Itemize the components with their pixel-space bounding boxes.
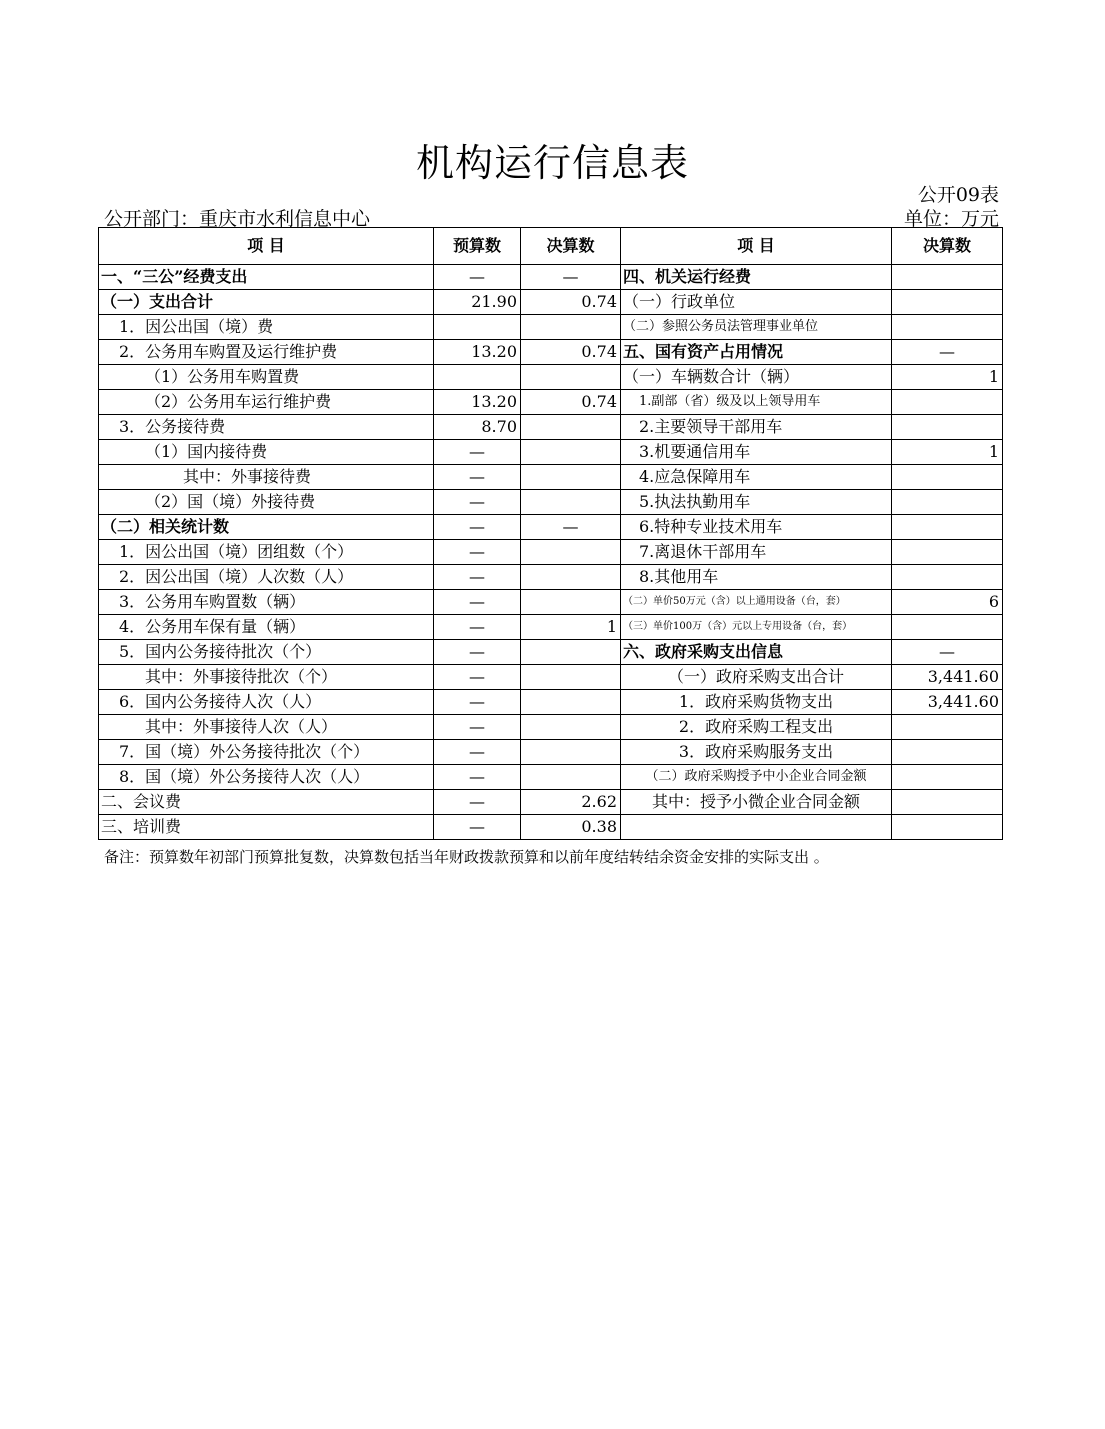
right-label: 1.副部（省）级及以上领导用车 — [621, 390, 892, 415]
right-value — [892, 615, 1003, 640]
row-label: 1．因公出国（境）团组数（个） — [99, 540, 434, 565]
final-cell: 1 — [521, 615, 621, 640]
right-value — [892, 815, 1003, 840]
col-header-budget: 预算数 — [434, 228, 521, 265]
right-label: 8.其他用车 — [621, 565, 892, 590]
row-label: （1）国内接待费 — [99, 440, 434, 465]
row-label: 8．国（境）外公务接待人次（人） — [99, 765, 434, 790]
right-label: （二）参照公务员法管理事业单位 — [621, 315, 892, 340]
right-value — [892, 490, 1003, 515]
table-row — [99, 590, 1003, 615]
right-label: 其中：授予小微企业合同金额 — [621, 790, 892, 815]
right-value — [892, 765, 1003, 790]
row-label: 三、培训费 — [99, 815, 434, 840]
final-cell — [521, 315, 621, 340]
budget-cell: 21.90 — [434, 290, 521, 315]
right-label: 四、机关运行经费 — [621, 265, 892, 290]
right-label: 5.执法执勤用车 — [621, 490, 892, 515]
right-label: 五、国有资产占用情况 — [621, 340, 892, 365]
right-label: （一）政府采购支出合计 — [621, 665, 892, 690]
col-header-item-left: 项 目 — [99, 228, 434, 265]
final-cell — [521, 590, 621, 615]
info-table — [98, 227, 1003, 840]
budget-cell: — — [434, 490, 521, 515]
table-row — [99, 815, 1003, 840]
right-label: （二）政府采购授予中小企业合同金额 — [621, 765, 892, 790]
right-label: 3.机要通信用车 — [621, 440, 892, 465]
budget-cell: — — [434, 690, 521, 715]
budget-cell: — — [434, 790, 521, 815]
right-value — [892, 415, 1003, 440]
final-cell: 0.74 — [521, 290, 621, 315]
final-cell: — — [521, 265, 621, 290]
final-cell — [521, 765, 621, 790]
row-label: 7．国（境）外公务接待批次（个） — [99, 740, 434, 765]
budget-cell: — — [434, 465, 521, 490]
right-label: 2．政府采购工程支出 — [621, 715, 892, 740]
budget-cell — [434, 365, 521, 390]
row-label: 2．公务用车购置及运行维护费 — [99, 340, 434, 365]
budget-cell: — — [434, 815, 521, 840]
table-row — [99, 540, 1003, 565]
table-row — [99, 615, 1003, 640]
right-label: 7.离退休干部用车 — [621, 540, 892, 565]
right-label: 六、政府采购支出信息 — [621, 640, 892, 665]
final-cell — [521, 690, 621, 715]
row-label: 其中：外事接待批次（个） — [99, 665, 434, 690]
budget-cell: — — [434, 590, 521, 615]
table-row — [99, 315, 1003, 340]
col-header-final-left: 决算数 — [521, 228, 621, 265]
right-value — [892, 540, 1003, 565]
right-value — [892, 290, 1003, 315]
table-row — [99, 465, 1003, 490]
right-label: （一）行政单位 — [621, 290, 892, 315]
row-label: 3．公务用车购置数（辆） — [99, 590, 434, 615]
right-value: 3,441.60 — [892, 690, 1003, 715]
row-label: 5．国内公务接待批次（个） — [99, 640, 434, 665]
final-cell — [521, 490, 621, 515]
budget-cell — [434, 315, 521, 340]
table-row — [99, 365, 1003, 390]
budget-cell: 13.20 — [434, 390, 521, 415]
right-label: （一）车辆数合计（辆） — [621, 365, 892, 390]
row-label: （1）公务用车购置费 — [99, 365, 434, 390]
table-row — [99, 340, 1003, 365]
table-row — [99, 265, 1003, 290]
table-row — [99, 565, 1003, 590]
budget-cell: — — [434, 640, 521, 665]
final-cell — [521, 365, 621, 390]
budget-cell: 13.20 — [434, 340, 521, 365]
right-label: 2.主要领导干部用车 — [621, 415, 892, 440]
row-label: 二、会议费 — [99, 790, 434, 815]
table-row — [99, 515, 1003, 540]
right-value — [892, 515, 1003, 540]
final-cell: 2.62 — [521, 790, 621, 815]
table-header-row — [99, 228, 1003, 265]
row-label: 1．因公出国（境）费 — [99, 315, 434, 340]
table-row — [99, 390, 1003, 415]
table-row — [99, 490, 1003, 515]
page-title: 机构运行信息表 — [415, 141, 689, 185]
budget-cell: 8.70 — [434, 415, 521, 440]
row-label: 其中：外事接待费 — [99, 465, 434, 490]
final-cell — [521, 440, 621, 465]
right-label: （三）单价100万（含）元以上专用设备（台，套） — [621, 615, 892, 640]
final-cell — [521, 715, 621, 740]
budget-cell: — — [434, 540, 521, 565]
right-value: — — [892, 640, 1003, 665]
final-cell — [521, 540, 621, 565]
final-cell: 0.38 — [521, 815, 621, 840]
final-cell: 0.74 — [521, 340, 621, 365]
table-row — [99, 665, 1003, 690]
row-label: （2）公务用车运行维护费 — [99, 390, 434, 415]
final-cell — [521, 640, 621, 665]
table-row — [99, 715, 1003, 740]
budget-cell: — — [434, 715, 521, 740]
row-label: （二）相关统计数 — [99, 515, 434, 540]
row-label: 2．因公出国（境）人次数（人） — [99, 565, 434, 590]
row-label: 一、“三公”经费支出 — [99, 265, 434, 290]
row-label: 6．国内公务接待人次（人） — [99, 690, 434, 715]
right-value — [892, 715, 1003, 740]
right-value — [892, 265, 1003, 290]
right-value — [892, 315, 1003, 340]
budget-cell: — — [434, 515, 521, 540]
right-label: 6.特种专业技术用车 — [621, 515, 892, 540]
right-label: （二）单价50万元（含）以上通用设备（台，套） — [621, 590, 892, 615]
right-value — [892, 790, 1003, 815]
budget-cell: — — [434, 615, 521, 640]
right-value: 6 — [892, 590, 1003, 615]
right-value — [892, 740, 1003, 765]
right-label — [621, 815, 892, 840]
department-label: 公开部门：重庆市水利信息中心 — [104, 208, 371, 230]
row-label: （2）国（境）外接待费 — [99, 490, 434, 515]
final-cell: — — [521, 515, 621, 540]
budget-cell: — — [434, 440, 521, 465]
right-label: 4.应急保障用车 — [621, 465, 892, 490]
budget-cell: — — [434, 665, 521, 690]
right-value: — — [892, 340, 1003, 365]
table-row — [99, 690, 1003, 715]
right-value — [892, 565, 1003, 590]
budget-cell: — — [434, 265, 521, 290]
table-row — [99, 765, 1003, 790]
final-cell — [521, 465, 621, 490]
row-label: 4．公务用车保有量（辆） — [99, 615, 434, 640]
table-row — [99, 290, 1003, 315]
row-label: 其中：外事接待人次（人） — [99, 715, 434, 740]
budget-cell: — — [434, 765, 521, 790]
final-cell — [521, 740, 621, 765]
right-value: 3,441.60 — [892, 665, 1003, 690]
table-row — [99, 640, 1003, 665]
table-row — [99, 440, 1003, 465]
table-row — [99, 790, 1003, 815]
right-label: 3．政府采购服务支出 — [621, 740, 892, 765]
right-value: 1 — [892, 365, 1003, 390]
col-header-final-right: 决算数 — [892, 228, 1003, 265]
final-cell — [521, 665, 621, 690]
final-cell — [521, 565, 621, 590]
table-row — [99, 740, 1003, 765]
table-row — [99, 415, 1003, 440]
col-header-item-right: 项 目 — [621, 228, 892, 265]
right-label: 1．政府采购货物支出 — [621, 690, 892, 715]
budget-cell: — — [434, 740, 521, 765]
row-label: 3．公务接待费 — [99, 415, 434, 440]
final-cell: 0.74 — [521, 390, 621, 415]
budget-cell: — — [434, 565, 521, 590]
right-value — [892, 390, 1003, 415]
final-cell — [521, 415, 621, 440]
right-value — [892, 465, 1003, 490]
unit-label: 单位：万元 — [903, 208, 999, 230]
footnote: 备注：预算数年初部门预算批复数，决算数包括当年财政拨款预算和以前年度结转结余资金安排的实际支出 。 — [104, 848, 829, 866]
form-number: 公开09表 — [917, 184, 999, 206]
right-value: 1 — [892, 440, 1003, 465]
row-label: （一）支出合计 — [99, 290, 434, 315]
